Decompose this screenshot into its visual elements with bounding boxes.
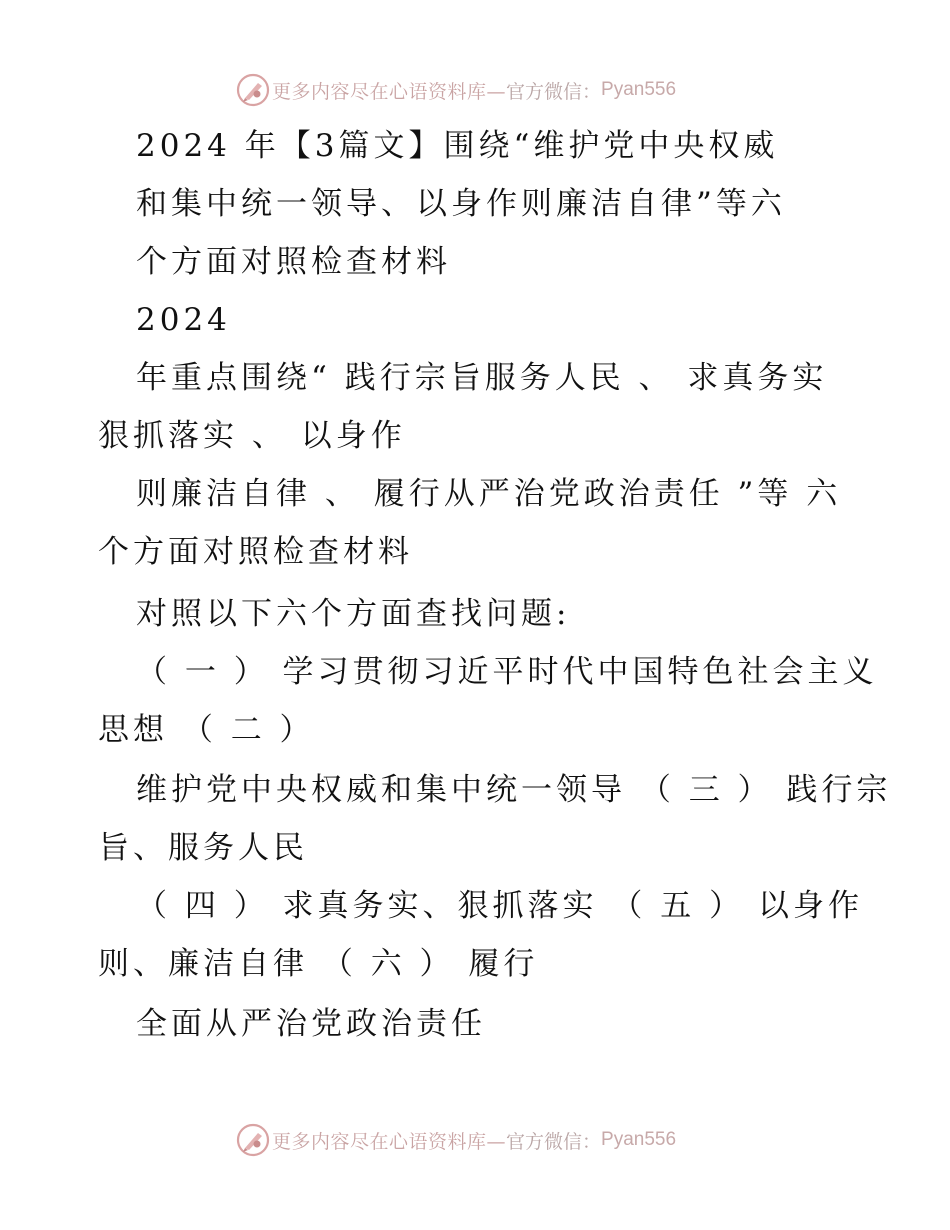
watermark-wechat-label: 官方微信：: [506, 80, 602, 103]
text-line: 则廉洁自律 、 履行从严治党政治责任 ”等 六: [136, 476, 842, 512]
pen-logo-icon: [236, 73, 270, 107]
list-item-line: （ 四 ） 求真务实、狠抓落实 （ 五 ） 以身作: [136, 888, 863, 924]
list-item-line: 全面从严治党政治责任: [136, 1006, 486, 1042]
watermark-wechat-id: Pyan556: [601, 1129, 677, 1150]
list-item-line: 思想 （ 二 ）: [98, 712, 315, 748]
list-item-line: 则、廉洁自律 （ 六 ） 履行: [98, 946, 539, 982]
watermark-text: 更多内容尽在心语资料库—: [272, 1130, 507, 1153]
watermark-wechat-id: Pyan556: [601, 79, 677, 100]
text-line: 狠抓落实 、 以身作: [98, 418, 406, 454]
list-item-line: 维护党中央权威和集中统一领导 （ 三 ） 践行宗: [136, 772, 892, 808]
title-line-2: 和集中统一领导、以身作则廉洁自律”等六: [136, 186, 786, 222]
text-line: 年重点围绕“ 践行宗旨服务人民 、 求真务实: [136, 360, 828, 396]
watermark-header: [236, 72, 676, 108]
text-line-year: 2024: [136, 302, 231, 338]
text-line: 对照以下六个方面查找问题:: [136, 596, 571, 632]
watermark-text: 更多内容尽在心语资料库—: [272, 80, 507, 103]
watermark-wechat-label: 官方微信：: [506, 1130, 602, 1153]
list-item-line: （ 一 ） 学习贯彻习近平时代中国特色社会主义: [136, 654, 878, 690]
title-line-3: 个方面对照检查材料: [136, 244, 451, 280]
watermark-footer: [236, 1122, 676, 1158]
title-line-1: 2024 年【3篇文】围绕“维护党中央权威: [136, 128, 779, 164]
text-line: 个方面对照检查材料: [98, 534, 413, 570]
list-item-line: 旨、服务人民: [98, 830, 308, 866]
pen-logo-icon: [236, 1123, 270, 1157]
